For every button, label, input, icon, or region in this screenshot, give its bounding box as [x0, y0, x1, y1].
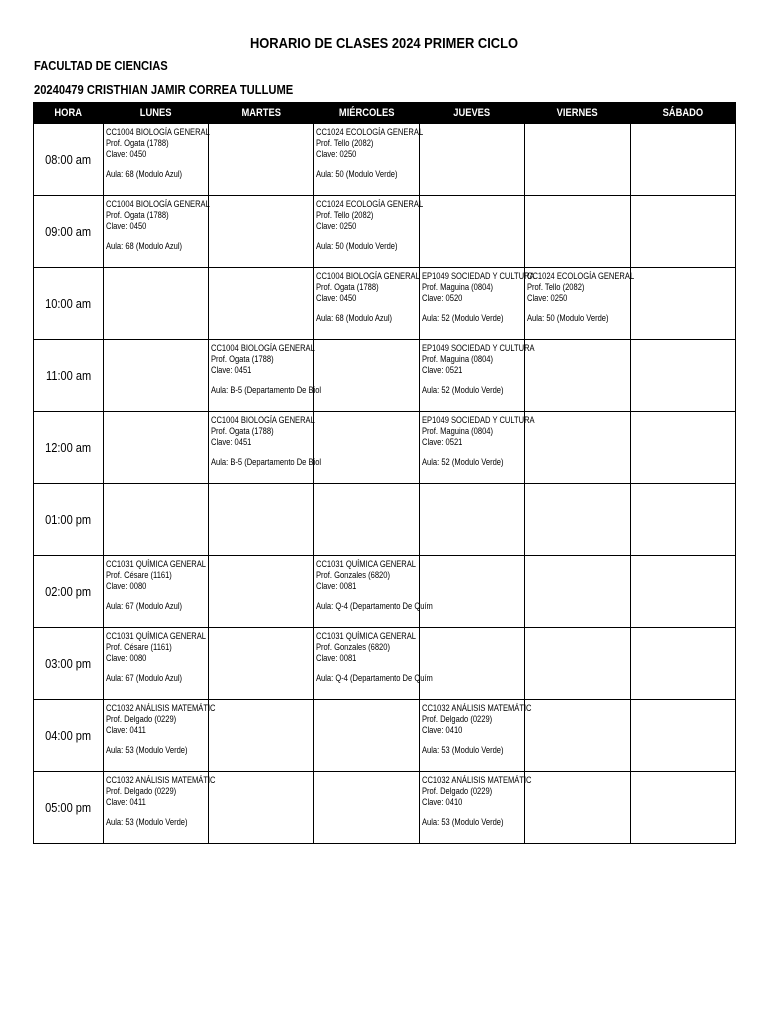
column-header-label: VIERNES	[556, 107, 599, 119]
class-clave: Clave: 0451	[211, 437, 252, 447]
schedule-cell	[314, 268, 420, 340]
hour-cell	[34, 484, 104, 556]
schedule-cell	[420, 268, 535, 340]
class-prof: Prof. Gonzales (6820)	[316, 642, 390, 652]
schedule-cell	[209, 700, 314, 772]
hour-cell	[34, 772, 104, 844]
class-aula: Aula: B-5 (Departamento De Biol	[211, 385, 322, 395]
schedule-cell	[209, 772, 314, 844]
table-row	[34, 772, 736, 844]
faculty-name: FACULTAD DE CIENCIAS	[34, 58, 168, 73]
schedule-cell	[525, 484, 631, 556]
table-row	[34, 556, 736, 628]
class-prof: Prof. Delgado (0229)	[106, 786, 177, 796]
schedule-cell	[209, 196, 314, 268]
class-aula: Aula: 53 (Modulo Verde)	[106, 745, 188, 755]
class-course: EP1049 SOCIEDAD Y CULTURA	[422, 343, 535, 353]
hour-cell	[34, 268, 104, 340]
schedule-cell	[314, 628, 433, 700]
class-block	[420, 700, 532, 756]
schedule-cell	[104, 556, 209, 628]
hour-cell	[34, 124, 104, 196]
hour-cell	[34, 340, 104, 412]
column-header	[209, 103, 314, 124]
class-course: CC1032 ANÁLISIS MATEMÁTIC	[106, 703, 216, 713]
class-prof: Prof. Tello (2082)	[527, 282, 585, 292]
column-header-label: MIÉRCOLES	[338, 107, 395, 119]
schedule-cell	[209, 556, 314, 628]
class-block	[314, 196, 424, 252]
schedule-cell	[104, 412, 209, 484]
schedule-cell	[631, 124, 736, 196]
schedule-cell	[209, 484, 314, 556]
schedule-cell	[525, 412, 631, 484]
schedule-cell	[104, 628, 209, 700]
schedule-cell	[631, 484, 736, 556]
class-prof: Prof. Maguina (0804)	[422, 426, 494, 436]
schedule-cell	[420, 772, 532, 844]
class-course: CC1032 ANÁLISIS MATEMÁTIC	[106, 775, 216, 785]
class-course: CC1032 ANÁLISIS MATEMÁTIC	[422, 703, 532, 713]
class-clave: Clave: 0081	[316, 581, 357, 591]
hour-cell	[34, 556, 104, 628]
class-course: CC1031 QUÍMICA GENERAL	[106, 631, 206, 641]
class-block	[314, 268, 419, 324]
schedule-cell	[209, 124, 314, 196]
class-course: CC1004 BIOLOGÍA GENERAL	[211, 343, 315, 353]
class-course: CC1004 BIOLOGÍA GENERAL	[211, 415, 315, 425]
schedule-cell	[525, 268, 635, 340]
schedule-cell	[420, 484, 525, 556]
schedule-cell	[104, 124, 209, 196]
schedule-cell	[104, 340, 209, 412]
column-header-label: LUNES	[140, 107, 172, 119]
class-block	[104, 124, 208, 180]
class-prof: Prof. Césare (1161)	[106, 642, 172, 652]
schedule-cell	[314, 124, 424, 196]
column-header	[34, 103, 104, 124]
schedule-cell	[631, 700, 736, 772]
schedule-cell	[314, 700, 420, 772]
table-row	[34, 412, 736, 484]
column-header	[631, 103, 736, 124]
table-row	[34, 484, 736, 556]
column-header	[525, 103, 631, 124]
class-prof: Prof. Maguina (0804)	[422, 282, 494, 292]
class-course: CC1031 QUÍMICA GENERAL	[106, 559, 206, 569]
schedule-cell	[525, 196, 631, 268]
class-aula: Aula: 52 (Modulo Verde)	[422, 385, 504, 395]
class-aula: Aula: 53 (Modulo Verde)	[422, 817, 504, 827]
class-block	[314, 556, 433, 612]
class-block	[420, 340, 535, 396]
class-clave: Clave: 0250	[316, 221, 357, 231]
class-clave: Clave: 0521	[422, 365, 463, 375]
schedule-cell	[525, 556, 631, 628]
class-clave: Clave: 0450	[106, 221, 147, 231]
table-row	[34, 196, 736, 268]
class-prof: Prof. Maguina (0804)	[422, 354, 494, 364]
hour-label: 02:00 pm	[45, 584, 92, 599]
class-block	[420, 412, 535, 468]
class-prof: Prof. Tello (2082)	[316, 210, 374, 220]
class-block	[104, 196, 208, 252]
schedule-cell	[420, 700, 532, 772]
class-aula: Aula: 52 (Modulo Verde)	[422, 313, 504, 323]
column-header-label: SÁBADO	[662, 107, 704, 119]
schedule-cell	[104, 484, 209, 556]
class-aula: Aula: Q-4 (Departamento De Quím	[316, 601, 433, 611]
schedule-cell	[525, 124, 631, 196]
schedule-cell	[314, 196, 424, 268]
class-aula: Aula: 50 (Modulo Verde)	[316, 241, 398, 251]
table-row	[34, 340, 736, 412]
class-aula: Aula: 68 (Modulo Azul)	[106, 241, 183, 251]
class-block	[104, 772, 216, 828]
column-header-label: JUEVES	[453, 107, 491, 119]
hour-label: 04:00 pm	[45, 728, 92, 743]
schedule-cell	[525, 772, 631, 844]
schedule-cell	[631, 196, 736, 268]
class-aula: Aula: Q-4 (Departamento De Quím	[316, 673, 433, 683]
class-block	[209, 340, 322, 396]
schedule-cell	[631, 268, 736, 340]
schedule-cell	[104, 268, 209, 340]
class-prof: Prof. Césare (1161)	[106, 570, 172, 580]
schedule-cell	[420, 556, 525, 628]
class-clave: Clave: 0410	[422, 797, 463, 807]
hour-cell	[34, 196, 104, 268]
table-body	[34, 124, 736, 844]
class-clave: Clave: 0411	[106, 725, 146, 735]
class-block	[314, 628, 433, 684]
column-header	[420, 103, 525, 124]
class-aula: Aula: 68 (Modulo Azul)	[316, 313, 393, 323]
hour-label: 01:00 pm	[45, 512, 92, 527]
schedule-cell	[420, 628, 525, 700]
class-block	[209, 412, 322, 468]
class-clave: Clave: 0450	[316, 293, 357, 303]
class-block	[104, 556, 208, 612]
class-course: EP1049 SOCIEDAD Y CULTURA	[422, 271, 535, 281]
class-aula: Aula: 67 (Modulo Azul)	[106, 673, 183, 683]
page-title: HORARIO DE CLASES 2024 PRIMER CICLO	[249, 35, 519, 52]
class-course: CC1024 ECOLOGÍA GENERAL	[316, 199, 424, 209]
schedule-cell	[631, 412, 736, 484]
schedule-cell	[104, 772, 216, 844]
class-block	[104, 628, 208, 684]
table-row	[34, 268, 736, 340]
class-aula: Aula: 52 (Modulo Verde)	[422, 457, 504, 467]
hour-cell	[34, 700, 104, 772]
class-course: CC1004 BIOLOGÍA GENERAL	[106, 199, 210, 209]
class-course: CC1031 QUÍMICA GENERAL	[316, 559, 416, 569]
class-course: CC1004 BIOLOGÍA GENERAL	[106, 127, 210, 137]
hour-label: 05:00 pm	[45, 800, 92, 815]
class-block	[420, 772, 532, 828]
schedule-cell	[209, 628, 314, 700]
table-header-row	[34, 103, 736, 124]
class-block	[525, 268, 635, 324]
class-course: CC1004 BIOLOGÍA GENERAL	[316, 271, 420, 281]
class-prof: Prof. Gonzales (6820)	[316, 570, 390, 580]
class-prof: Prof. Ogata (1788)	[106, 210, 169, 220]
class-clave: Clave: 0250	[527, 293, 568, 303]
class-clave: Clave: 0411	[106, 797, 146, 807]
class-clave: Clave: 0520	[422, 293, 463, 303]
class-block	[420, 268, 535, 324]
class-course: CC1024 ECOLOGÍA GENERAL	[316, 127, 424, 137]
class-prof: Prof. Ogata (1788)	[211, 426, 274, 436]
schedule-cell	[104, 700, 216, 772]
schedule-cell	[420, 340, 535, 412]
class-prof: Prof. Delgado (0229)	[106, 714, 177, 724]
schedule-cell	[314, 340, 420, 412]
schedule-cell	[631, 340, 736, 412]
hour-label: 11:00 am	[45, 368, 92, 383]
class-aula: Aula: 68 (Modulo Azul)	[106, 169, 183, 179]
hour-cell	[34, 412, 104, 484]
class-prof: Prof. Ogata (1788)	[316, 282, 379, 292]
schedule-cell	[209, 268, 314, 340]
class-aula: Aula: 50 (Modulo Verde)	[316, 169, 398, 179]
schedule-cell	[525, 340, 631, 412]
class-course: EP1049 SOCIEDAD Y CULTURA	[422, 415, 535, 425]
schedule-cell	[420, 124, 525, 196]
hour-label: 09:00 am	[45, 224, 92, 239]
class-clave: Clave: 0080	[106, 581, 147, 591]
class-aula: Aula: 50 (Modulo Verde)	[527, 313, 609, 323]
schedule-cell	[631, 628, 736, 700]
class-clave: Clave: 0080	[106, 653, 147, 663]
class-aula: Aula: 53 (Modulo Verde)	[422, 745, 504, 755]
schedule-cell	[314, 484, 420, 556]
table-row	[34, 700, 736, 772]
class-prof: Prof. Tello (2082)	[316, 138, 374, 148]
column-header	[104, 103, 209, 124]
hour-label: 03:00 pm	[45, 656, 92, 671]
class-course: CC1024 ECOLOGÍA GENERAL	[527, 271, 635, 281]
schedule-cell	[525, 700, 631, 772]
column-header-label: MARTES	[241, 107, 281, 119]
schedule-cell	[209, 340, 322, 412]
hour-cell	[34, 628, 104, 700]
table-row	[34, 124, 736, 196]
class-clave: Clave: 0521	[422, 437, 463, 447]
class-course: CC1031 QUÍMICA GENERAL	[316, 631, 416, 641]
class-block	[104, 700, 216, 756]
schedule-cell	[525, 628, 631, 700]
hour-label: 08:00 am	[45, 152, 92, 167]
hour-label: 10:00 am	[45, 296, 92, 311]
class-clave: Clave: 0410	[422, 725, 463, 735]
class-aula: Aula: B-5 (Departamento De Biol	[211, 457, 322, 467]
class-prof: Prof. Delgado (0229)	[422, 786, 493, 796]
schedule-cell	[314, 556, 433, 628]
column-header	[314, 103, 420, 124]
schedule-cell	[209, 412, 322, 484]
schedule-cell	[420, 196, 525, 268]
student-name: 20240479 CRISTHIAN JAMIR CORREA TULLUME	[34, 82, 294, 97]
class-clave: Clave: 0451	[211, 365, 252, 375]
class-clave: Clave: 0450	[106, 149, 147, 159]
class-clave: Clave: 0250	[316, 149, 357, 159]
schedule-cell	[631, 772, 736, 844]
class-prof: Prof. Ogata (1788)	[211, 354, 274, 364]
hour-label: 12:00 am	[45, 440, 92, 455]
table-row	[34, 628, 736, 700]
schedule-cell	[104, 196, 209, 268]
schedule-cell	[314, 772, 420, 844]
schedule-cell	[314, 412, 420, 484]
schedule-cell	[420, 412, 535, 484]
column-header-label: HORA	[54, 107, 83, 119]
class-aula: Aula: 53 (Modulo Verde)	[106, 817, 188, 827]
class-prof: Prof. Delgado (0229)	[422, 714, 493, 724]
class-aula: Aula: 67 (Modulo Azul)	[106, 601, 183, 611]
schedule-cell	[631, 556, 736, 628]
class-prof: Prof. Ogata (1788)	[106, 138, 169, 148]
schedule-table	[33, 102, 736, 844]
class-block	[314, 124, 424, 180]
class-course: CC1032 ANÁLISIS MATEMÁTIC	[422, 775, 532, 785]
class-clave: Clave: 0081	[316, 653, 357, 663]
